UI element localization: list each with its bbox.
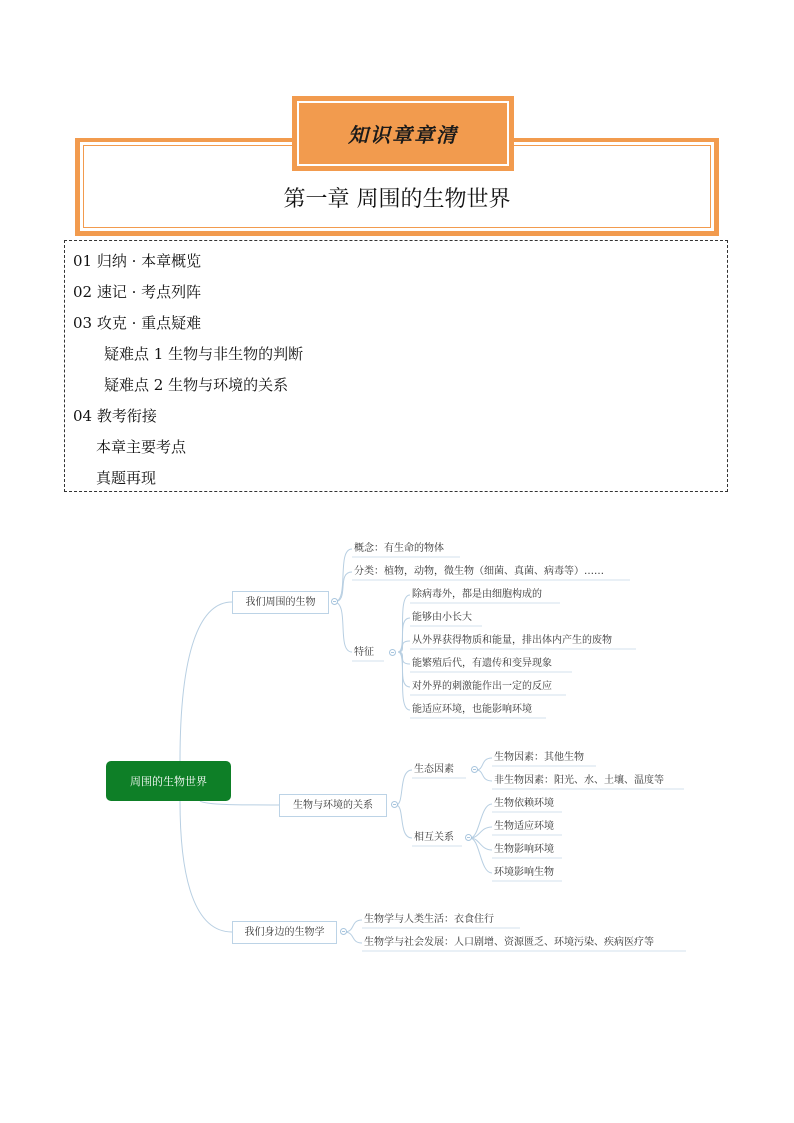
branch-organism-environment[interactable]: 生物与环境的关系 bbox=[279, 794, 387, 817]
factor-item: 生物因素：其他生物 bbox=[494, 752, 584, 763]
feature-item: 能适应环境，也能影响环境 bbox=[412, 704, 532, 715]
relation-item: 生物影响环境 bbox=[494, 844, 554, 855]
node-features[interactable]: 特征 bbox=[354, 647, 374, 658]
feature-item: 除病毒外，都是由细胞构成的 bbox=[412, 589, 542, 600]
leaf-concept: 概念：有生命的物体 bbox=[354, 543, 444, 554]
biology-item: 生物学与人类生活：衣食住行 bbox=[364, 914, 494, 925]
collapse-toggle-icon[interactable] bbox=[389, 649, 396, 656]
leaf-classification: 分类：植物，动物，微生物（细菌、真菌、病毒等）…… bbox=[354, 566, 604, 577]
chapter-title: 第一章 周围的生物世界 bbox=[283, 187, 511, 212]
relation-item: 生物依赖环境 bbox=[494, 798, 554, 809]
toc-subitem-exam-questions[interactable]: 真题再现 bbox=[96, 469, 157, 487]
relation-item: 环境影响生物 bbox=[494, 867, 554, 878]
collapse-toggle-icon[interactable] bbox=[391, 801, 398, 808]
branch-surrounding-organisms[interactable]: 我们周围的生物 bbox=[232, 591, 329, 614]
section-badge-text: 知识章章清 bbox=[348, 123, 458, 147]
toc-item-03[interactable]: 03 攻克 · 重点疑难 bbox=[73, 314, 202, 332]
toc-subitem-key-points[interactable]: 本章主要考点 bbox=[96, 438, 187, 456]
toc-item-02[interactable]: 02 速记 · 考点列阵 bbox=[73, 283, 202, 301]
relation-item: 生物适应环境 bbox=[494, 821, 554, 832]
collapse-toggle-icon[interactable] bbox=[331, 598, 338, 605]
collapse-toggle-icon[interactable] bbox=[340, 928, 347, 935]
biology-item: 生物学与社会发展：人口剧增、资源匮乏、环境污染、疾病医疗等 bbox=[364, 937, 654, 948]
feature-item: 从外界获得物质和能量，排出体内产生的废物 bbox=[412, 635, 612, 646]
branch-biology-around-us[interactable]: 我们身边的生物学 bbox=[232, 921, 337, 944]
toc-item-04[interactable]: 04 教考衔接 bbox=[73, 407, 157, 425]
feature-item: 能够由小长大 bbox=[412, 612, 472, 623]
collapse-toggle-icon[interactable] bbox=[471, 766, 478, 773]
factor-item: 非生物因素：阳光、水、土壤、温度等 bbox=[494, 775, 664, 786]
feature-item: 能繁殖后代，有遗传和变异现象 bbox=[412, 658, 552, 669]
feature-item: 对外界的刺激能作出一定的反应 bbox=[412, 681, 552, 692]
node-ecological-factors[interactable]: 生态因素 bbox=[414, 764, 454, 775]
toc-subitem-difficulty-1[interactable]: 疑难点 1 生物与非生物的判断 bbox=[104, 345, 304, 363]
toc-item-01[interactable]: 01 归纳 · 本章概览 bbox=[73, 252, 202, 270]
collapse-toggle-icon[interactable] bbox=[465, 834, 472, 841]
mind-map-root[interactable]: 周围的生物世界 bbox=[106, 761, 231, 801]
toc-subitem-difficulty-2[interactable]: 疑难点 2 生物与环境的关系 bbox=[104, 376, 289, 394]
node-interrelation[interactable]: 相互关系 bbox=[414, 832, 454, 843]
